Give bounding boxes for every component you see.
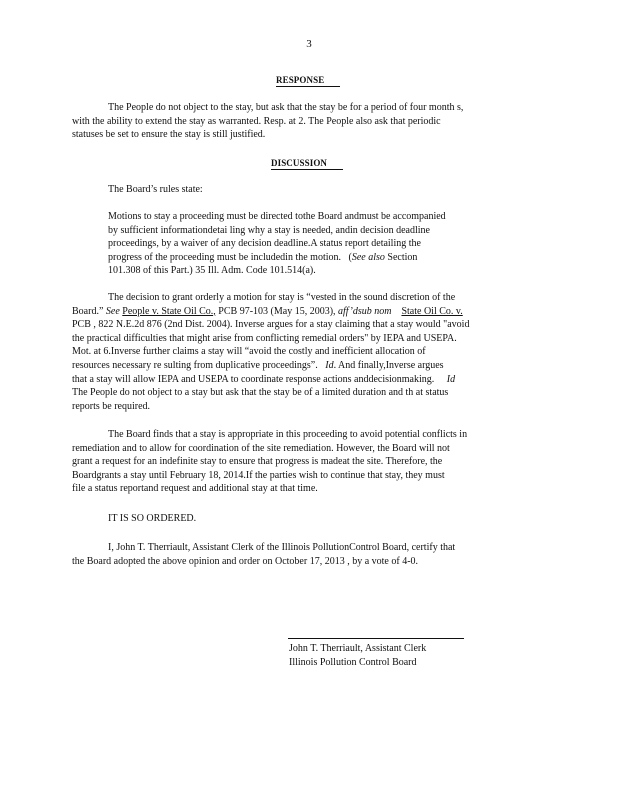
decision-line: PCB , 822 N.E.2d 876 (2nd Dist. 2004). Inverse argues for a stay claiming that a stay would "avoid xyxy=(72,319,470,331)
response-line: The People do not object to the stay, but ask that the stay be for a period of four month s, xyxy=(108,102,464,113)
text: Board.” xyxy=(72,305,104,317)
decision-line: The People do not object to a stay but ask that the stay be of a limited duration and th at status xyxy=(72,387,449,399)
text: resources necessary re sulting from duplicative proceedings”. xyxy=(72,359,318,371)
response-line: statuses be set to ensure the stay is still justified. xyxy=(72,129,266,141)
decision-line xyxy=(72,373,544,387)
quote-line: by sufficient informationdetai ling why a stay is needed, andin decision deadline xyxy=(108,224,430,236)
decision-line: Mot. at 6.Inverse further claims a stay will “avoid the costly and inefficient allocation of xyxy=(72,346,426,358)
certification-line: the Board adopted the above opinion and order on October 17, 2013 , by a vote of 4-0. xyxy=(72,555,419,567)
rule-quote xyxy=(108,210,508,278)
findings-line: Boardgrants a stay until February 18, 2014.If the parties wish to continue that stay, they must xyxy=(72,469,445,481)
id-signal: Id xyxy=(325,359,334,371)
signer-name: John T. Therriault, Assistant Clerk xyxy=(289,643,427,654)
text: PCB 97-103 (May 15, 2003), xyxy=(218,305,336,317)
quote-text: Section xyxy=(387,251,418,263)
decision-line xyxy=(72,359,544,373)
findings-line: remediation and to allow for coordination of the site remediation. However, the Board will not xyxy=(72,442,450,454)
decision-line xyxy=(72,305,544,319)
decision-paragraph xyxy=(72,291,544,413)
quote-line xyxy=(108,251,508,265)
decision-line: reports be required. xyxy=(72,400,151,412)
signature-line xyxy=(288,638,464,639)
board-findings-paragraph xyxy=(72,428,544,496)
discussion-heading: DISCUSSION xyxy=(271,157,343,171)
see-also-signal: See also xyxy=(351,251,385,263)
text: that a stay will allow IEPA and USEPA to coordinate response actions anddecisionmaking. xyxy=(72,373,435,385)
decision-line: the practical difficulties that might arise from conflicting remedial orders" by IEPA and USEPA. xyxy=(72,332,457,344)
affd-signal: aff’dsub nom xyxy=(338,305,392,317)
certification-line: I, John T. Therriault, Assistant Clerk of the Illinois PollutionControl Board, certify that xyxy=(108,542,456,553)
ordered-statement xyxy=(72,512,544,526)
certification-paragraph xyxy=(72,541,544,568)
quote-paren: ( xyxy=(348,251,352,263)
quote-line: 101.308 of this Part.) 35 Ill. Adm. Code 101.514(a). xyxy=(108,265,316,277)
signature-block xyxy=(289,642,426,669)
case-citation: State Oil Co. v. xyxy=(401,305,463,317)
intro-text: The Board’s rules state: xyxy=(108,184,203,195)
signer-organization: Illinois Pollution Control Board xyxy=(289,656,417,668)
quote-line: Motions to stay a proceeding must be directed tothe Board andmust be accompanied xyxy=(108,211,446,222)
decision-line: The decision to grant orderly a motion for stay is “vested in the sound discretion of the xyxy=(108,292,456,303)
id-signal: Id xyxy=(446,373,456,385)
findings-line: The Board finds that a stay is appropriate in this proceeding to avoid potential conflicts in xyxy=(108,429,468,440)
discussion-intro xyxy=(72,183,544,197)
response-paragraph xyxy=(72,101,544,142)
response-heading: RESPONSE xyxy=(276,74,340,88)
page-number: 3 xyxy=(306,38,312,50)
findings-line: file a status reportand request and additional stay at that time. xyxy=(72,483,318,495)
findings-line: grant a request for an indefinite stay to ensure that progress is madeat the site. Therefore, the xyxy=(72,456,443,468)
text: . And finally,Inverse argues xyxy=(333,359,444,371)
case-citation: People v. State Oil Co., xyxy=(122,305,216,317)
quote-text: progress of the proceeding must be includedin the motion. xyxy=(108,251,342,263)
response-line: with the ability to extend the stay as warranted. Resp. at 2. The People also ask that periodic xyxy=(72,115,441,127)
see-signal: See xyxy=(105,305,120,317)
ordered-text: IT IS SO ORDERED. xyxy=(108,513,197,524)
quote-line: proceedings, by a waiver of any decision deadline.A status report detailing the xyxy=(108,238,421,250)
